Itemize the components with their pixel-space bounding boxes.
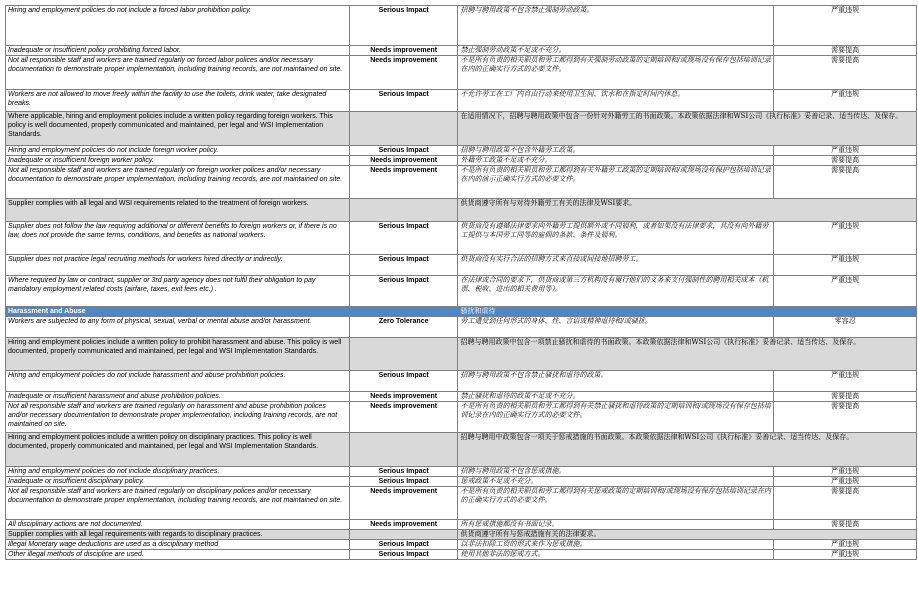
- criterion-en: Hiring and employment policies include a written policy on disciplinary practices. This policy is well documented, properly communicated and maintained, per legal and WSI Implementation Standards.: [6, 433, 350, 467]
- criterion-zh: 招聘与聘用政策中包含一项禁止骚扰和虐待的书面政策。本政策依据法律和WSI公司《执行标准》妥善记录、适当传达、及保存。: [458, 338, 917, 371]
- criterion-en: Supplier does not practice legal recruiting methods for workers hired directly or indirectly.: [6, 255, 350, 276]
- impact-level-en: Serious Impact: [349, 467, 458, 477]
- criterion-en: Hiring and employment policies do not include disciplinary practices.: [6, 467, 350, 477]
- impact-level-en: Zero Tolerance: [349, 317, 458, 338]
- impact-level-zh: 需要提高: [774, 520, 917, 530]
- impact-level-en: [349, 199, 458, 222]
- impact-level-en: Serious Impact: [349, 146, 458, 156]
- impact-level-zh: 严重违规: [774, 540, 917, 550]
- impact-level-zh: 严重违规: [774, 467, 917, 477]
- section-header-row: [6, 307, 917, 317]
- table-row: [6, 550, 917, 560]
- criterion-zh: 以非法扣除工资的形式来作为惩戒措施。: [458, 540, 774, 550]
- criterion-en: Inadequate or insufficient foreign worker policy.: [6, 156, 350, 166]
- criterion-en: Hiring and employment policies include a written policy to prohibit harassment and abuse. This policy is well documented, properly communicated and maintained, per legal and WSI Implementation Standards.: [6, 338, 350, 371]
- criterion-en: Inadequate or insufficient policy prohibiting forced labor.: [6, 46, 350, 56]
- table-row: [6, 6, 917, 46]
- criterion-zh: 供货商遵守所有与惩戒措施有关的法律要求。: [458, 530, 917, 540]
- requirement-row: [6, 338, 917, 371]
- impact-level-zh: 严重违规: [774, 371, 917, 392]
- impact-level-zh: 需要提高: [774, 487, 917, 520]
- impact-level-zh: 零容忍: [774, 317, 917, 338]
- impact-level-en: Needs improvement: [349, 520, 458, 530]
- impact-level-en: Needs improvement: [349, 487, 458, 520]
- impact-level-en: [349, 307, 458, 317]
- criterion-en: Where required by law or contract, supplier or 3rd party agency does not fulfil their obligation to pay mandatory employment related costs (airfare, taxes, exit fees etc.) .: [6, 276, 350, 307]
- criterion-zh: 骚扰和虐待: [458, 307, 917, 317]
- criterion-en: Hiring and employment policies do not include a forced labor prohibition policy.: [6, 6, 350, 46]
- table-body: [6, 6, 917, 560]
- requirement-row: [6, 530, 917, 540]
- criterion-zh: 供货商没有遵循法律要求向外籍劳工提供额外或不同福利，或者如果没有法律要求，其没有向外籍劳工提供与本国劳工同等的雇佣的条款、条件及福利。: [458, 222, 774, 255]
- impact-level-zh: 需要提高: [774, 392, 917, 402]
- impact-level-en: Serious Impact: [349, 222, 458, 255]
- impact-level-zh: 严重违规: [774, 477, 917, 487]
- criterion-en: Hiring and employment policies do not include harassment and abuse prohibition policies.: [6, 371, 350, 392]
- criterion-zh: 劳工遭受到任何形式的身体、性、言语或精神虐待和/或骚扰。: [458, 317, 774, 338]
- impact-level-zh: 需要提高: [774, 166, 917, 199]
- table-row: [6, 222, 917, 255]
- table-row: [6, 46, 917, 56]
- impact-level-zh: 严重违规: [774, 222, 917, 255]
- criterion-zh: 供货商遵守所有与对待外籍劳工有关的法律及WSI要求。: [458, 199, 917, 222]
- impact-level-en: Serious Impact: [349, 550, 458, 560]
- table-row: [6, 467, 917, 477]
- impact-level-en: Serious Impact: [349, 6, 458, 46]
- table-row: [6, 477, 917, 487]
- criterion-zh: 禁止强制劳动政策不足或不充分。: [458, 46, 774, 56]
- requirement-row: [6, 433, 917, 467]
- criterion-en: Not all responsible staff and workers are trained regularly on disciplinary polices and/or necessary documentation to demonstrate proper implementation, including training records, are not maintained on site.: [6, 487, 350, 520]
- criterion-en: Workers are not allowed to move freely within the facility to use the toilets, drink water, take designated breaks.: [6, 90, 350, 112]
- criterion-zh: 外籍劳工政策不足或不充分。: [458, 156, 774, 166]
- impact-level-en: Needs improvement: [349, 166, 458, 199]
- impact-level-en: Needs improvement: [349, 392, 458, 402]
- criterion-zh: 招聘与聘用政策不包含惩戒措施。: [458, 467, 774, 477]
- criterion-zh: 供货商没有实行合法的招聘方式来直接或间接地招聘劳工。: [458, 255, 774, 276]
- criterion-en: Workers are subjected to any form of physical, sexual, verbal or mental abuse and/or harassment.: [6, 317, 350, 338]
- impact-level-zh: 需要提高: [774, 56, 917, 90]
- criterion-zh: 招聘与聘用政策不包含外籍劳工政策。: [458, 146, 774, 156]
- criterion-zh: 不是所有负责的相关职员和劳工都得到有关惩戒政策的定期培训和/或现场没有保存包括培训记录在内的正确实行方式的必要文件。: [458, 487, 774, 520]
- impact-level-en: Needs improvement: [349, 156, 458, 166]
- criterion-zh: 招聘与聘用中政策包含一项关于惩戒措施的书面政策。本政策依据法律和WSI公司《执行标准》妥善记录、适当传达、及保存。: [458, 433, 917, 467]
- criterion-zh: 所有惩戒措施都没有书面记录。: [458, 520, 774, 530]
- table-row: [6, 146, 917, 156]
- criterion-en: Inadequate or insufficient disciplinary policy.: [6, 477, 350, 487]
- impact-level-en: [349, 433, 458, 467]
- impact-level-zh: 需要提高: [774, 402, 917, 433]
- impact-level-en: [349, 530, 458, 540]
- criterion-en: Hiring and employment policies do not include foreign worker policy.: [6, 146, 350, 156]
- impact-level-zh: 严重违规: [774, 6, 917, 46]
- impact-level-en: Serious Impact: [349, 276, 458, 307]
- table-row: [6, 392, 917, 402]
- criterion-en: All disciplinary actions are not documented.: [6, 520, 350, 530]
- impact-level-zh: 需要提高: [774, 156, 917, 166]
- criterion-en: Inadequate or insufficient harassment and abuse prohibition policies.: [6, 392, 350, 402]
- criterion-en: Not all responsible staff and workers are trained regularly on foreign worker polices and/or necessary documentation to demonstrate proper implementation, including training records, are not maintained on site.: [6, 166, 350, 199]
- table-row: [6, 56, 917, 90]
- criterion-zh: 在适用情况下，招聘与聘用政策中包含一份针对外籍劳工的书面政策。本政策依据法律和WSI公司《执行标准》妥善记录、适当传达、及保存。: [458, 112, 917, 146]
- criterion-zh: 禁止骚扰和虐待的政策不足或不充分。: [458, 392, 774, 402]
- impact-level-en: Needs improvement: [349, 402, 458, 433]
- criterion-zh: 不是所有负责的相关职员和劳工都得到有关强制劳动政策的定期培训和/或现场没有保存包括培训记录在内的正确实行方式的必要文件。: [458, 56, 774, 90]
- impact-level-en: Serious Impact: [349, 540, 458, 550]
- table-row: [6, 276, 917, 307]
- impact-level-en: Serious Impact: [349, 255, 458, 276]
- impact-level-en: [349, 112, 458, 146]
- criterion-zh: 使用其他非法的惩戒方式。: [458, 550, 774, 560]
- criterion-en: Supplier complies with all legal requirements with regards to disciplinary practices.: [6, 530, 350, 540]
- criterion-zh: 不是所有负责的相关职员和劳工都得到有关外籍劳工政策的定期培训和/或现场没有保护包括培训记录在内的演示正确实行方式的必要文件。: [458, 166, 774, 199]
- impact-level-en: Serious Impact: [349, 477, 458, 487]
- criterion-en: Harassment and Abuse: [6, 307, 350, 317]
- impact-level-en: Needs improvement: [349, 56, 458, 90]
- table-row: [6, 540, 917, 550]
- impact-level-zh: 需要提高: [774, 46, 917, 56]
- requirement-row: [6, 112, 917, 146]
- requirement-row: [6, 199, 917, 222]
- policy-compliance-table: [5, 5, 917, 560]
- criterion-zh: 不允许劳工在工厂内自由行动来使用卫生间、饮水和在指定时间内休息。: [458, 90, 774, 112]
- impact-level-zh: 严重违规: [774, 90, 917, 112]
- criterion-en: Illegal Monetary wage deductions are used as a disciplinary method: [6, 540, 350, 550]
- criterion-zh: 招聘与聘用政策不包含禁止强制劳动政策。: [458, 6, 774, 46]
- criterion-en: Supplier does not follow the law requiring additional or different benefits to foreign workers or, if there is no law, does not provide the same terms, conditions, and benefits as national workers.: [6, 222, 350, 255]
- impact-level-en: [349, 338, 458, 371]
- table-row: [6, 520, 917, 530]
- table-row: [6, 156, 917, 166]
- criterion-en: Not all responsible staff and workers are trained regularly on harassment and abuse prohibition polices and/or necessary documentation to demonstrate proper implementation, including training records, are not maintained on site.: [6, 402, 350, 433]
- criterion-en: Not all responsible staff and workers are trained regularly on forced labor polices and/or necessary documentation to demonstrate proper implementation, including training records, are not maintained on site.: [6, 56, 350, 90]
- criterion-zh: 不是所有负责的相关职员和劳工都得到有关禁止骚扰和虐待政策的定期培训和/或现场没有保存包括培训记录在内的正确实行方式的必要文件。: [458, 402, 774, 433]
- impact-level-zh: 严重违规: [774, 146, 917, 156]
- impact-level-en: Needs improvement: [349, 46, 458, 56]
- criterion-zh: 在法律或合同的要求下，供货商或第三方机构没有履行他们的义务来支付强制性的聘用相关成本（机票、税收、进出的相关费用等）。: [458, 276, 774, 307]
- criterion-zh: 惩戒政策不足或不充分。: [458, 477, 774, 487]
- criterion-zh: 招聘与聘用政策不包含禁止骚扰和虐待的政策。: [458, 371, 774, 392]
- impact-level-en: Serious Impact: [349, 90, 458, 112]
- table-row: [6, 317, 917, 338]
- criterion-en: Other illegal methods of discipline are used.: [6, 550, 350, 560]
- table-row: [6, 402, 917, 433]
- criterion-en: Supplier complies with all legal and WSI requirements related to the treatment of foreign workers.: [6, 199, 350, 222]
- table-row: [6, 90, 917, 112]
- impact-level-zh: 严重违规: [774, 276, 917, 307]
- criterion-en: Where applicable, hiring and employment policies include a written policy regarding foreign workers. This policy is well documented, properly communicated and maintained, per legal and WSI Implementation Standards.: [6, 112, 350, 146]
- table-row: [6, 487, 917, 520]
- table-row: [6, 371, 917, 392]
- impact-level-zh: 严重违规: [774, 255, 917, 276]
- table-row: [6, 166, 917, 199]
- impact-level-zh: 严重违规: [774, 550, 917, 560]
- impact-level-en: Serious Impact: [349, 371, 458, 392]
- table-row: [6, 255, 917, 276]
